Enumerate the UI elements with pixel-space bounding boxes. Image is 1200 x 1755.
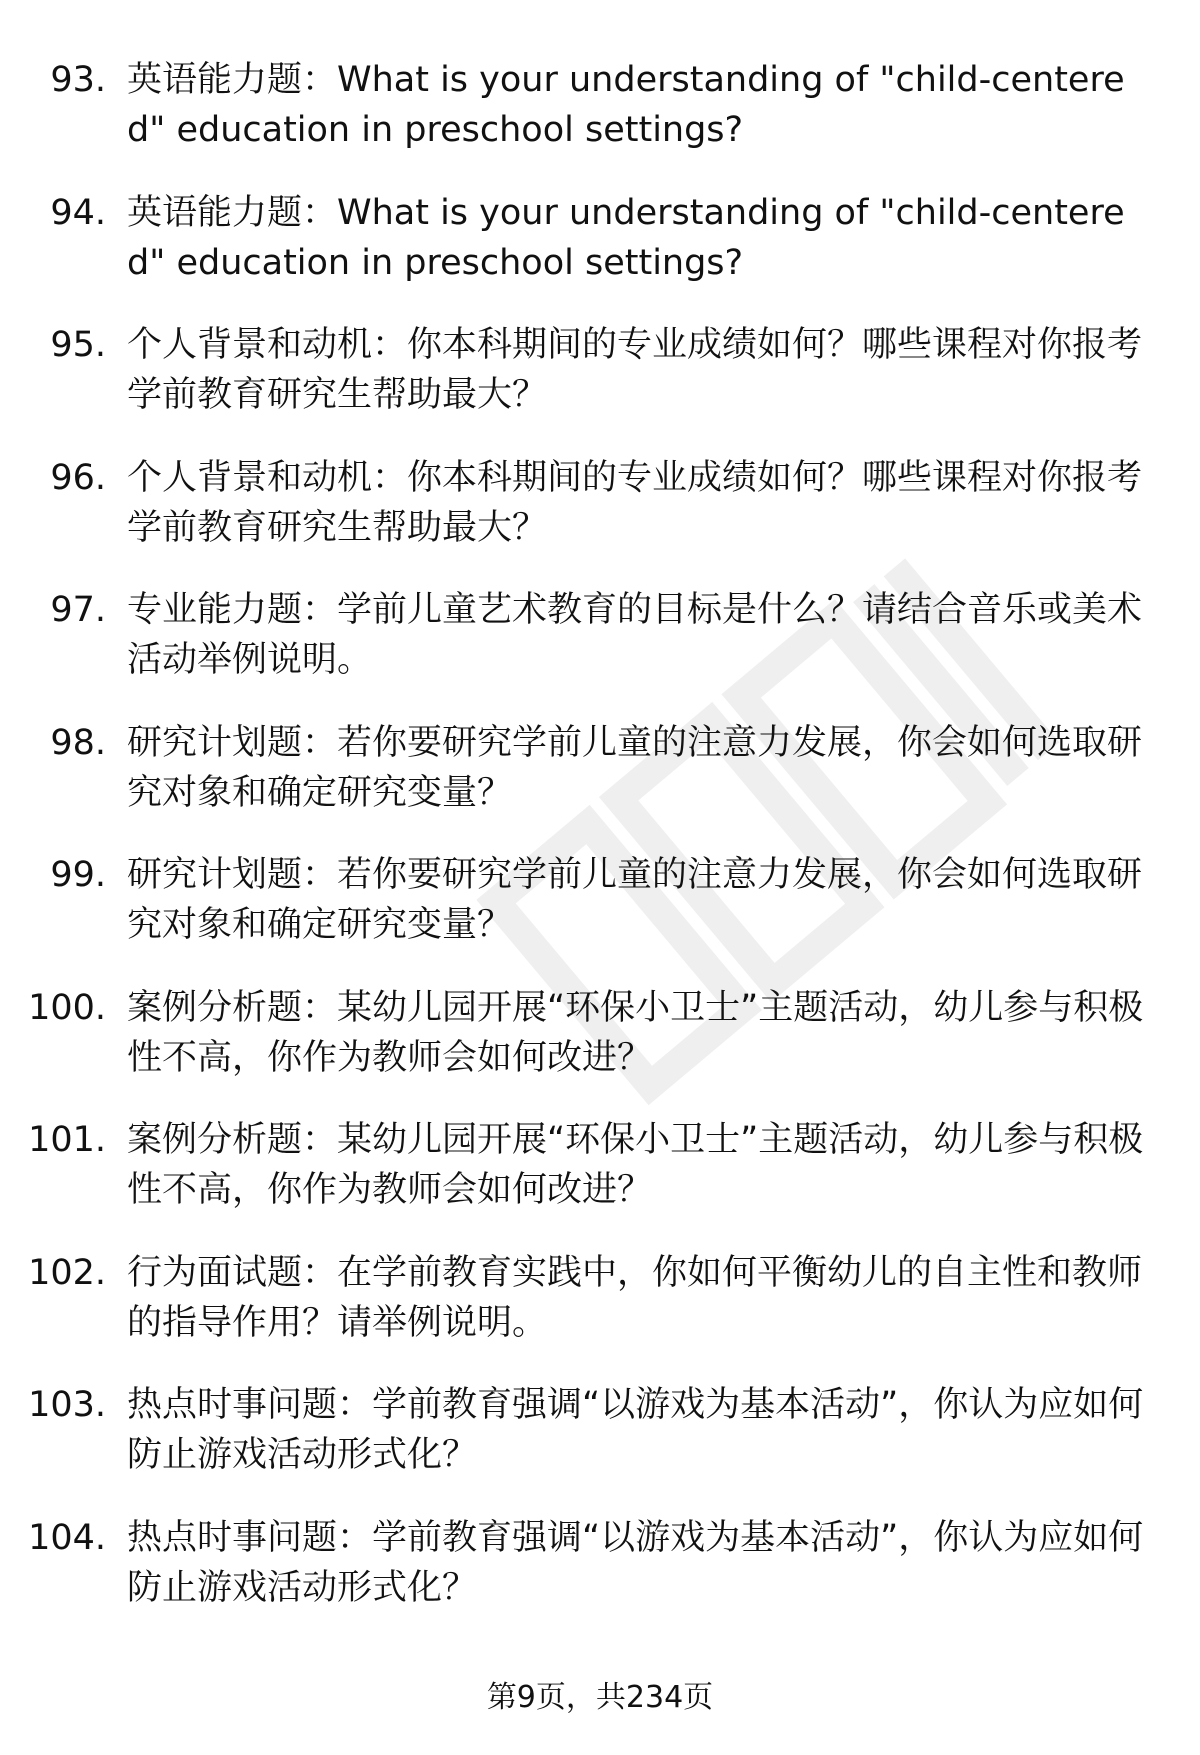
question-text: 专业能力题：学前儿童艺术教育的目标是什么？请结合音乐或美术活动举例说明。 bbox=[127, 590, 1143, 680]
question-number: 94. bbox=[50, 192, 106, 233]
question-number: 98. bbox=[50, 722, 106, 763]
question-text: 研究计划题：若你要研究学前儿童的注意力发展，你会如何选取研究对象和确定研究变量？ bbox=[127, 855, 1143, 945]
list-item bbox=[0, 320, 1200, 453]
question-text: 热点时事问题：学前教育强调“以游戏为基本活动”，你认为应如何防止游戏活动形式化？ bbox=[127, 1385, 1144, 1475]
question-number: 99. bbox=[50, 855, 106, 895]
question-text: 热点时事问题：学前教育强调“以游戏为基本活动”，你认为应如何防止游戏活动形式化？ bbox=[127, 1517, 1144, 1608]
list-item bbox=[0, 1513, 1200, 1646]
question-number: 104. bbox=[28, 1517, 106, 1558]
question-number: 95. bbox=[50, 325, 106, 365]
question-number: 97. bbox=[50, 590, 106, 630]
question-text: 研究计划题：若你要研究学前儿童的注意力发展，你会如何选取研究对象和确定研究变量？ bbox=[127, 722, 1143, 813]
list-item bbox=[0, 1115, 1200, 1248]
list-item bbox=[0, 453, 1200, 586]
question-text: 案例分析题：某幼儿园开展“环保小卫士”主题活动，幼儿参与积极性不高，你作为教师会如何改进？ bbox=[127, 987, 1144, 1078]
question-number: 100. bbox=[28, 987, 106, 1028]
question-text: 英语能力题：What is your understanding of "child-centered" education in preschool settings? bbox=[127, 60, 1125, 150]
list-item bbox=[0, 188, 1200, 321]
question-text: 英语能力题：What is your understanding of "child-centered" education in preschool settings? bbox=[127, 192, 1125, 283]
question-text: 个人背景和动机：你本科期间的专业成绩如何？哪些课程对你报考学前教育研究生帮助最大？ bbox=[127, 457, 1143, 548]
question-number: 93. bbox=[50, 60, 106, 100]
question-text: 行为面试题：在学前教育实践中，你如何平衡幼儿的自主性和教师的指导作用？请举例说明。 bbox=[127, 1252, 1143, 1343]
question-number: 103. bbox=[28, 1385, 106, 1425]
list-item bbox=[0, 718, 1200, 851]
list-item bbox=[0, 585, 1200, 718]
question-number: 102. bbox=[28, 1252, 106, 1293]
question-text: 案例分析题：某幼儿园开展“环保小卫士”主题活动，幼儿参与积极性不高，你作为教师会如何改进？ bbox=[127, 1120, 1144, 1210]
question-number: 96. bbox=[50, 457, 106, 498]
list-item bbox=[0, 983, 1200, 1116]
list-item bbox=[0, 1380, 1200, 1513]
list-item bbox=[0, 1248, 1200, 1381]
question-list bbox=[0, 55, 1200, 1645]
page-footer: 第9页，共234页 bbox=[486, 1680, 714, 1715]
list-item bbox=[0, 55, 1200, 188]
question-text: 个人背景和动机：你本科期间的专业成绩如何？哪些课程对你报考学前教育研究生帮助最大？ bbox=[127, 325, 1143, 415]
question-number: 101. bbox=[28, 1120, 106, 1160]
list-item bbox=[0, 850, 1200, 983]
